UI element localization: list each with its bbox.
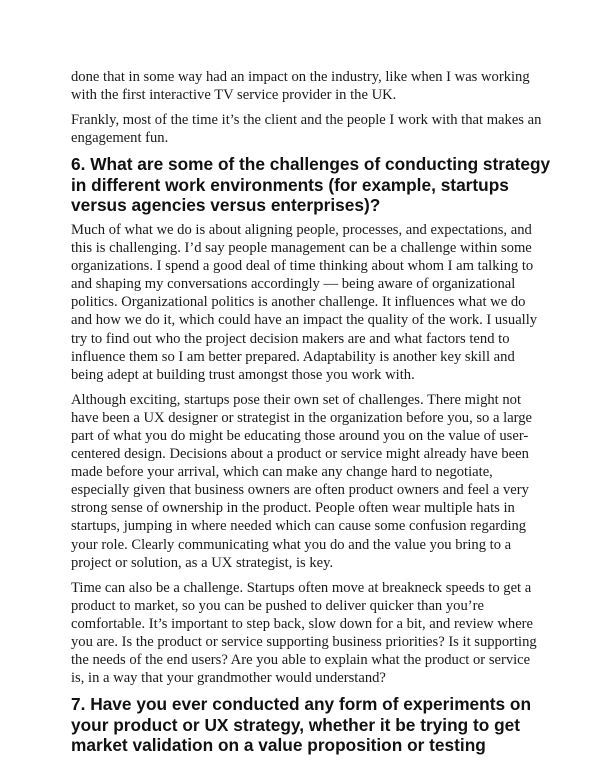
heading-line: versus agencies versus enterprises)? <box>71 194 381 215</box>
paragraph-impact <box>71 68 529 104</box>
question-6-heading <box>71 154 551 215</box>
text-line: made before your arrival, which can make any change hard to negotiate, <box>71 464 493 481</box>
text-line: startups, jumping in where needed which can cause some confusion regarding <box>71 518 527 535</box>
heading-line: 6. What are some of the challenges of conducting strategy <box>71 154 551 175</box>
heading-line: your product or UX strategy, whether it be trying to get <box>71 714 521 735</box>
text-line: Time can also be a challenge. Startups often move at breakneck speeds to get a <box>71 579 532 596</box>
text-line: and shaping my conversations accordingly — being aware of organizational <box>71 276 516 293</box>
text-line: being adept at building trust amongst those you work with. <box>71 366 415 383</box>
text-line: centered design. Decisions about a product or service might already have been <box>71 446 529 463</box>
text-line: done that in some way had an impact on the industry, like when I was working <box>71 69 530 85</box>
heading-line: market validation on a value proposition or testing <box>71 734 486 755</box>
text-line: try to find out who the project decision makers are and what factors tend to <box>71 330 510 347</box>
heading-line: 7. Have you ever conducted any form of experiments on <box>71 694 532 715</box>
paragraph-time-challenge <box>71 579 537 688</box>
text-line: engagement fun. <box>71 130 169 147</box>
text-line: especially given that business owners are often product owners and feel a very <box>71 482 529 499</box>
document-page <box>71 68 551 761</box>
text-line: is, in a way that your grandmother would understand? <box>71 670 386 687</box>
text-line: Although exciting, startups pose their own set of challenges. There might not <box>71 391 522 408</box>
text-line: influence them so I am better prepared. Adaptability is another key skill and <box>71 348 515 365</box>
text-line: your role. Clearly communicating what you do and the value you bring to a <box>71 536 512 553</box>
text-line: strong sense of ownership in the product. People often wear multiple hats in <box>71 500 515 517</box>
text-line: the needs of the end users? Are you able to explain what the product or service <box>71 652 531 669</box>
heading-line: in different work environments (for example, startups <box>71 174 509 195</box>
paragraph-aligning-people <box>71 221 538 384</box>
text-line: this is challenging. I’d say people management can be a challenge within some <box>71 240 532 257</box>
text-line: you are. Is the product or service supporting business priorities? Is it supporting <box>71 634 537 651</box>
text-line: Frankly, most of the time it’s the client and the people I work with that makes an <box>71 112 542 129</box>
text-line: part of what you do might be educating those around you on the value of user- <box>71 428 529 445</box>
text-line: comfortable. It’s important to step back, slow down for a bit, and review where <box>71 615 534 632</box>
text-line: have been a UX designer or strategist in the organization before you, so a large <box>71 409 533 426</box>
paragraph-engagement <box>71 111 542 147</box>
paragraph-startups <box>71 391 533 572</box>
text-line: project or solution, as a UX strategist, is key. <box>71 554 334 571</box>
text-line: Much of what we do is about aligning people, processes, and expectations, and <box>71 221 532 238</box>
text-line: organizations. I spend a good deal of time thinking about whom I am talking to <box>71 258 534 275</box>
question-7-heading <box>71 694 532 755</box>
text-line: and how we do it, which could have an impact the quality of the work. I usually <box>71 312 538 329</box>
text-line: product to market, so you can be pushed to deliver quicker than you’re <box>71 597 484 614</box>
text-line: politics. Organizational politics is another challenge. It influences what we do <box>71 294 526 311</box>
text-line: with the first interactive TV service provider in the UK. <box>71 87 397 104</box>
